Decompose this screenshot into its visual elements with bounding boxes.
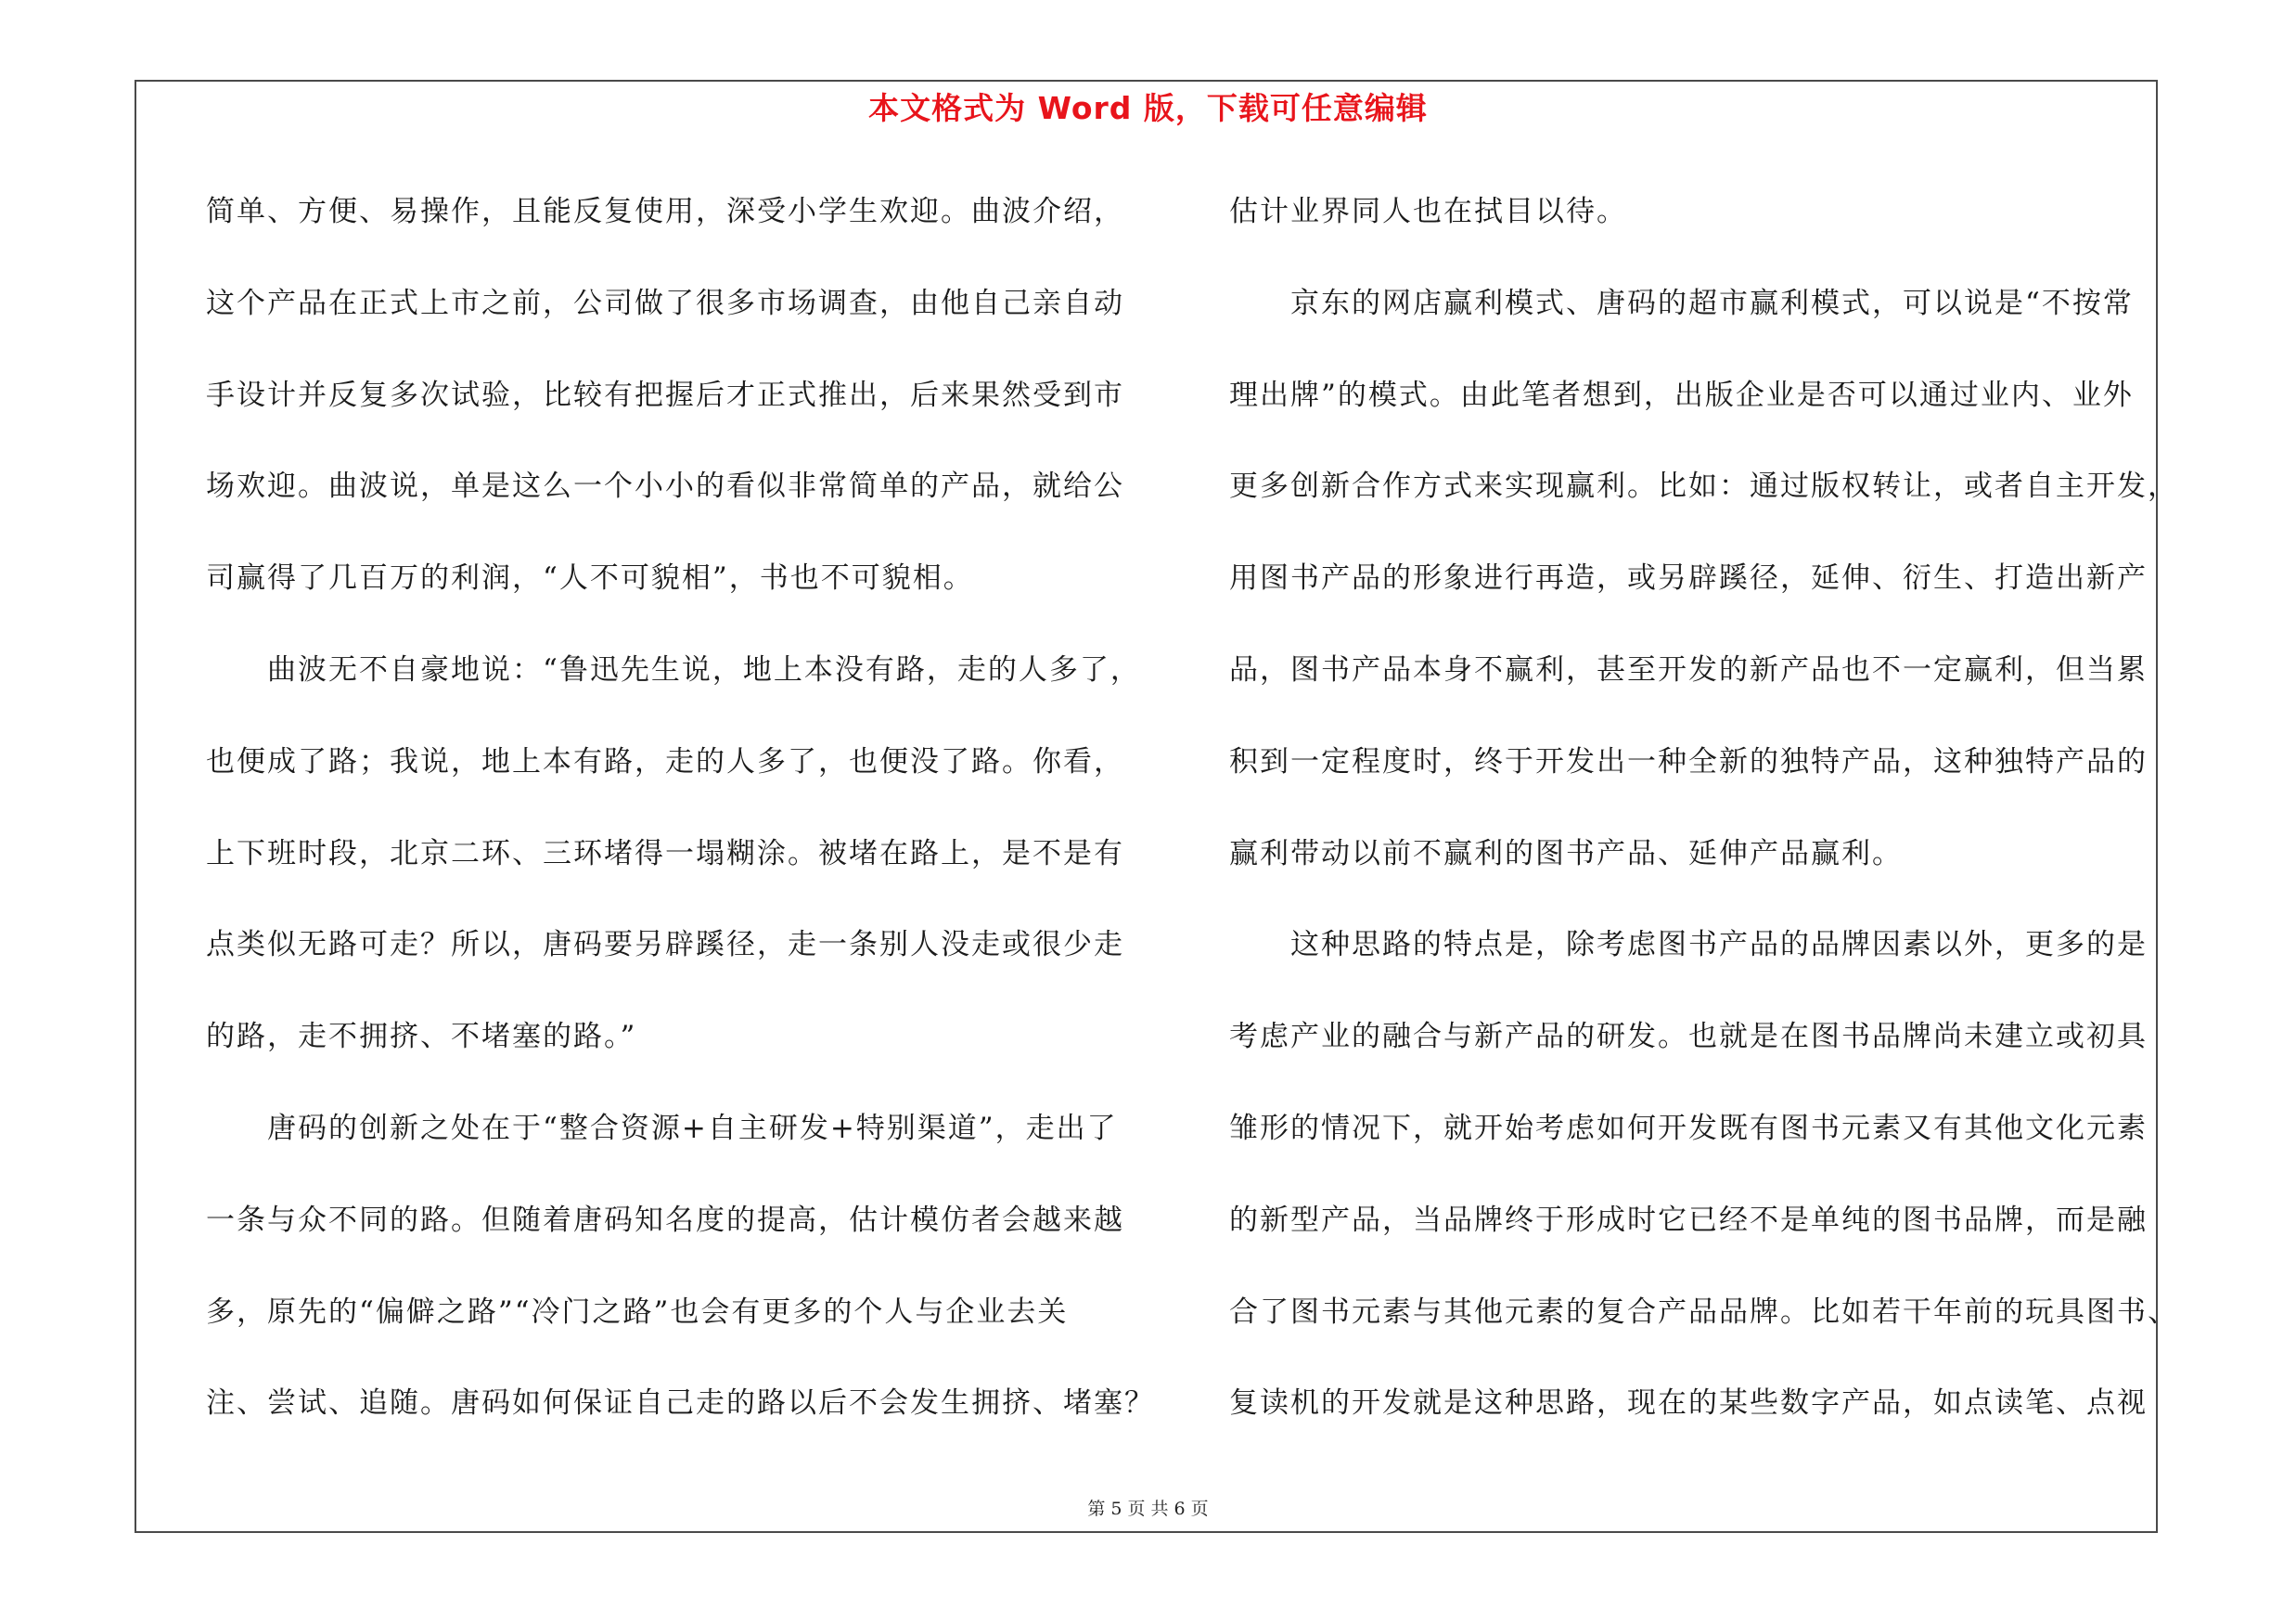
paragraph-start-line: 唐码的创新之处在于“整合资源+自主研发+特别渠道”，走出了 xyxy=(267,1111,1118,1145)
paragraph-start-line: 这种思路的特点是，除考虑图书产品的品牌因素以外，更多的是 xyxy=(1290,928,2148,962)
text-line: 雏形的情况下，就开始考虑如何开发既有图书元素又有其他文化元素 xyxy=(1229,1111,2148,1145)
text-line: 手设计并反复多次试验，比较有把握后才正式推出，后来果然受到市 xyxy=(206,378,1124,412)
text-line: 用图书产品的形象进行再造，或另辟蹊径，延伸、衍生、打造出新产 xyxy=(1229,561,2148,596)
text-line: 司赢得了几百万的利润，“人不可貌相”，书也不可貌相。 xyxy=(206,561,974,596)
text-line: 考虑产业的融合与新产品的研发。也就是在图书品牌尚未建立或初具 xyxy=(1229,1020,2148,1054)
text-line: 的路，走不拥挤、不堵塞的路。” xyxy=(206,1020,637,1054)
text-line: 场欢迎。曲波说，单是这么一个小小的看似非常简单的产品，就给公 xyxy=(206,470,1124,504)
text-line: 上下班时段，北京二环、三环堵得一塌糊涂。被堵在路上，是不是有 xyxy=(206,836,1124,870)
text-line: 也便成了路；我说，地上本有路，走的人多了，也便没了路。你看， xyxy=(206,744,1124,779)
text-line: 赢利带动以前不赢利的图书产品、延伸产品赢利。 xyxy=(1229,836,1903,870)
paragraph-start-line: 曲波无不自豪地说：“鲁迅先生说，地上本没有路，走的人多了， xyxy=(267,652,1141,687)
text-line: 这个产品在正式上市之前，公司做了很多市场调查，由他自己亲自动 xyxy=(206,286,1124,320)
text-line: 复读机的开发就是这种思路，现在的某些数字产品，如点读笔、点视 xyxy=(1229,1386,2148,1421)
right-column xyxy=(1229,185,2178,1468)
text-line: 理出牌”的模式。由此笔者想到，出版企业是否可以通过业内、业外 xyxy=(1229,378,2134,412)
text-line: 更多创新合作方式来实现赢利。比如：通过版权转让，或者自主开发， xyxy=(1229,470,2178,504)
page-number-footer: 第 5 页 共 6 页 xyxy=(1087,1499,1209,1519)
text-line: 多，原先的“偏僻之路”“冷门之路”也会有更多的个人与企业去关 xyxy=(206,1295,1069,1329)
text-line: 点类似无路可走？所以，唐码要另辟蹊径，走一条别人没走或很少走 xyxy=(206,928,1124,962)
left-column xyxy=(206,185,1155,1468)
text-line: 注、尝试、追随。唐码如何保证自己走的路以后不会发生拥挤、堵塞？ xyxy=(206,1386,1155,1421)
word-format-banner: 本文格式为 Word 版，下载可任意编辑 xyxy=(868,90,1428,126)
text-line: 积到一定程度时，终于开发出一种全新的独特产品，这种独特产品的 xyxy=(1229,744,2148,779)
text-line: 一条与众不同的路。但随着唐码知名度的提高，估计模仿者会越来越 xyxy=(206,1203,1124,1237)
text-line: 的新型产品，当品牌终于形成时它已经不是单纯的图书品牌，而是融 xyxy=(1229,1203,2148,1237)
text-line: 合了图书元素与其他元素的复合产品品牌。比如若干年前的玩具图书、 xyxy=(1229,1295,2178,1329)
paragraph-start-line: 京东的网店赢利模式、唐码的超市赢利模式，可以说是“不按常 xyxy=(1290,286,2134,320)
text-line: 简单、方便、易操作，且能反复使用，深受小学生欢迎。曲波介绍， xyxy=(206,195,1124,228)
text-line: 估计业界同人也在拭目以待。 xyxy=(1229,195,1627,228)
text-line: 品，图书产品本身不赢利，甚至开发的新产品也不一定赢利，但当累 xyxy=(1229,652,2148,687)
